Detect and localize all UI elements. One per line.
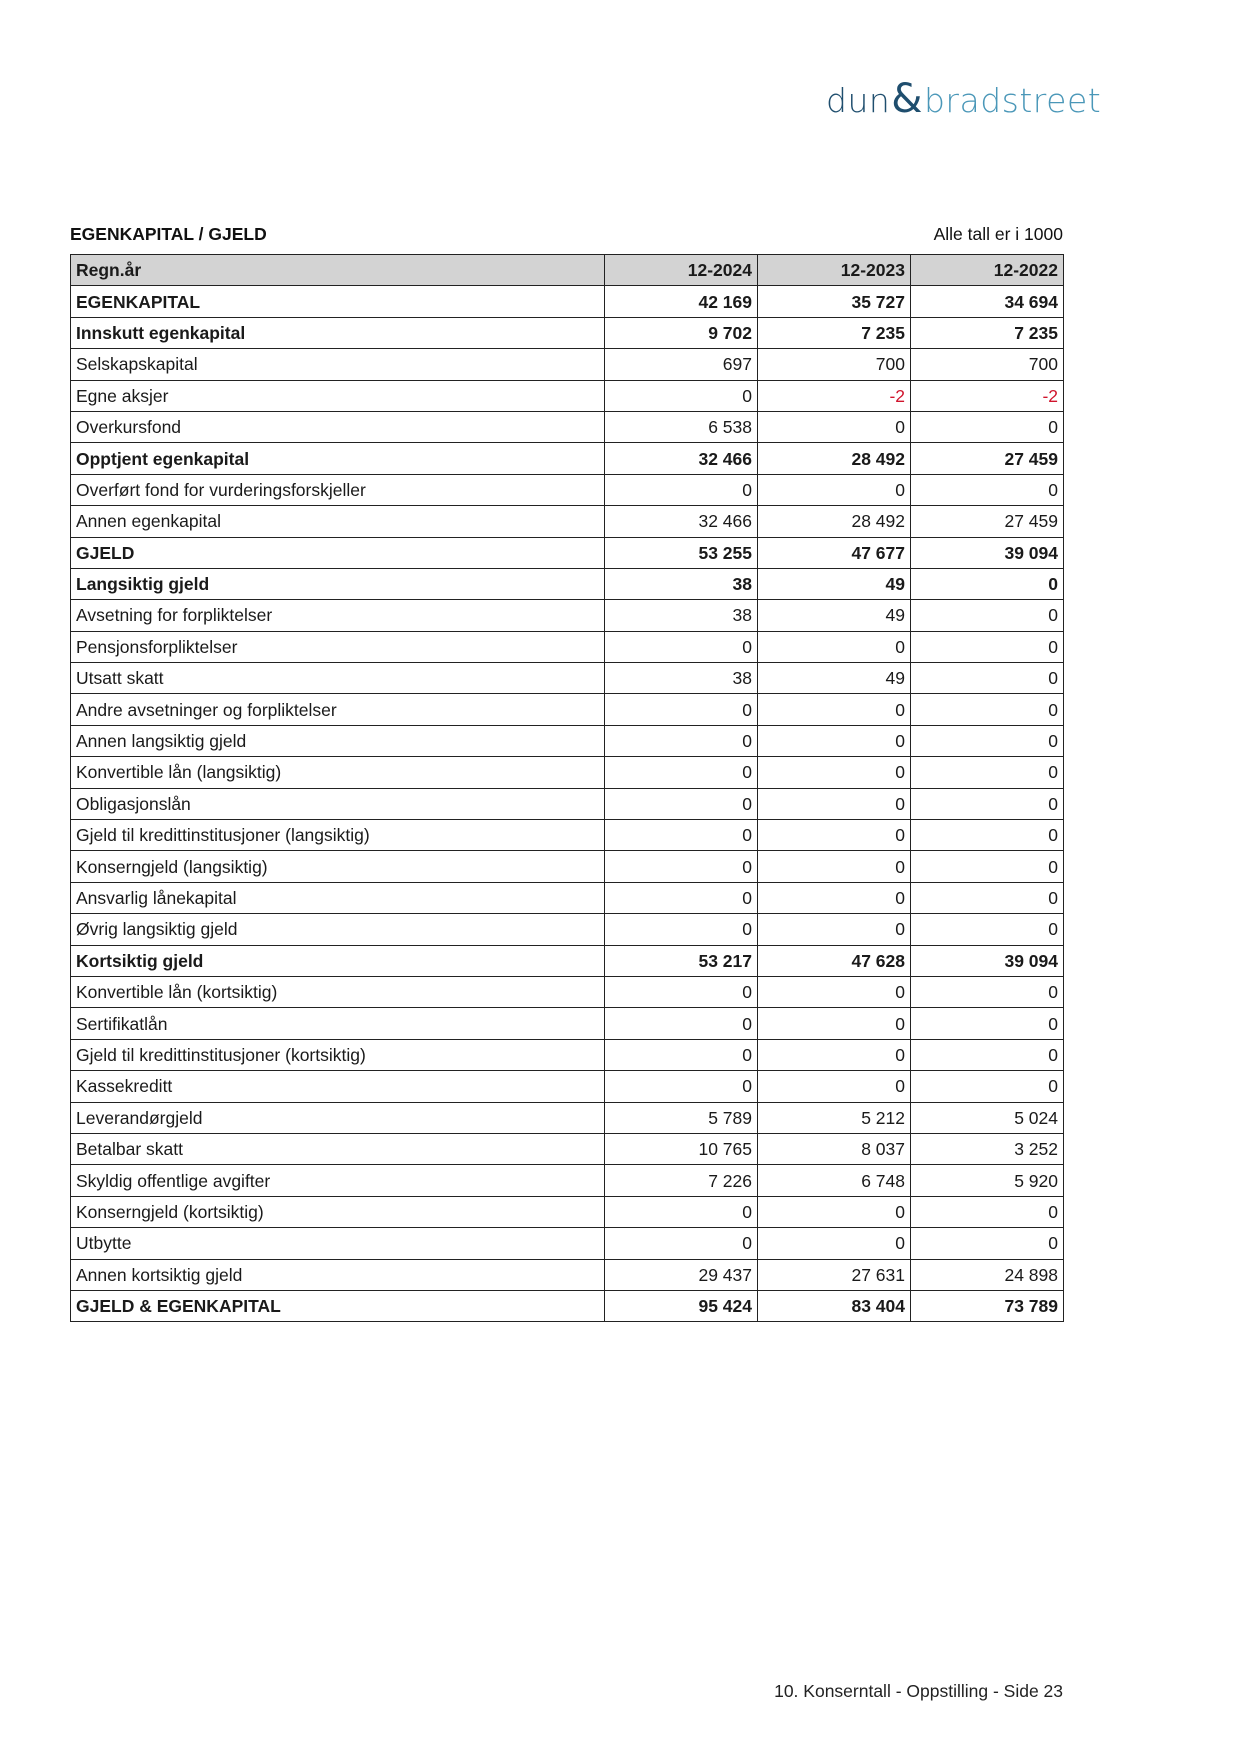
cell-value: 47 628 bbox=[758, 945, 911, 976]
cell-value: 0 bbox=[911, 663, 1064, 694]
cell-value: 0 bbox=[605, 851, 758, 882]
cell-value: 0 bbox=[758, 976, 911, 1007]
row-label: Overført fond for vurderingsforskjeller bbox=[71, 474, 605, 505]
row-label: Avsetning for forpliktelser bbox=[71, 600, 605, 631]
cell-value: 47 677 bbox=[758, 537, 911, 568]
cell-value: 7 235 bbox=[911, 317, 1064, 348]
cell-value: 42 169 bbox=[605, 286, 758, 317]
table-row bbox=[71, 537, 1064, 568]
cell-value: 3 252 bbox=[911, 1133, 1064, 1164]
cell-value: 95 424 bbox=[605, 1290, 758, 1321]
cell-value: 6 748 bbox=[758, 1165, 911, 1196]
cell-value: 6 538 bbox=[605, 411, 758, 442]
row-label: Konserngjeld (langsiktig) bbox=[71, 851, 605, 882]
cell-value: 700 bbox=[911, 349, 1064, 380]
cell-value: 0 bbox=[911, 694, 1064, 725]
table-row bbox=[71, 1196, 1064, 1227]
cell-value: 0 bbox=[758, 631, 911, 662]
table-row bbox=[71, 380, 1064, 411]
cell-value: 0 bbox=[911, 851, 1064, 882]
cell-value: 32 466 bbox=[605, 506, 758, 537]
balance-sheet-table bbox=[70, 254, 1064, 1322]
table-body bbox=[71, 286, 1064, 1322]
cell-value: 7 235 bbox=[758, 317, 911, 348]
dun-bradstreet-logo bbox=[826, 76, 1101, 126]
table-row bbox=[71, 1102, 1064, 1133]
table-row bbox=[71, 506, 1064, 537]
table-row bbox=[71, 411, 1064, 442]
cell-value: 0 bbox=[911, 1071, 1064, 1102]
table-row bbox=[71, 1133, 1064, 1164]
table-row bbox=[71, 1165, 1064, 1196]
table-row bbox=[71, 1008, 1064, 1039]
cell-value: 27 459 bbox=[911, 506, 1064, 537]
cell-value: 34 694 bbox=[911, 286, 1064, 317]
cell-value: 0 bbox=[605, 882, 758, 913]
units-note: Alle tall er i 1000 bbox=[933, 224, 1063, 244]
row-label: Utsatt skatt bbox=[71, 663, 605, 694]
table-row bbox=[71, 631, 1064, 662]
row-label: Egne aksjer bbox=[71, 380, 605, 411]
table-row bbox=[71, 1259, 1064, 1290]
table-row bbox=[71, 945, 1064, 976]
cell-value: 27 631 bbox=[758, 1259, 911, 1290]
row-label: Ansvarlig lånekapital bbox=[71, 882, 605, 913]
cell-value: 0 bbox=[605, 380, 758, 411]
row-label: Kassekreditt bbox=[71, 1071, 605, 1102]
cell-value: 0 bbox=[911, 976, 1064, 1007]
table-row bbox=[71, 286, 1064, 317]
cell-value: 700 bbox=[758, 349, 911, 380]
row-label: Konserngjeld (kortsiktig) bbox=[71, 1196, 605, 1227]
table-row bbox=[71, 882, 1064, 913]
cell-value: 0 bbox=[758, 694, 911, 725]
table-header-row bbox=[71, 255, 1064, 286]
cell-value: 0 bbox=[758, 1071, 911, 1102]
column-header-2024: 12-2024 bbox=[605, 255, 758, 286]
cell-value: 5 212 bbox=[758, 1102, 911, 1133]
table-row bbox=[71, 1039, 1064, 1070]
cell-value: 0 bbox=[758, 474, 911, 505]
cell-value: 39 094 bbox=[911, 537, 1064, 568]
page-footer: 10. Konserntall - Oppstilling - Side 23 bbox=[774, 1681, 1063, 1701]
cell-value: 49 bbox=[758, 568, 911, 599]
table-row bbox=[71, 1290, 1064, 1321]
cell-value: 35 727 bbox=[758, 286, 911, 317]
cell-value: 0 bbox=[758, 411, 911, 442]
cell-value: 0 bbox=[605, 976, 758, 1007]
cell-value: 0 bbox=[605, 1196, 758, 1227]
cell-value: 0 bbox=[605, 788, 758, 819]
row-label: Overkursfond bbox=[71, 411, 605, 442]
row-label: GJELD & EGENKAPITAL bbox=[71, 1290, 605, 1321]
cell-value: 38 bbox=[605, 600, 758, 631]
table-row bbox=[71, 694, 1064, 725]
cell-value: 0 bbox=[911, 600, 1064, 631]
cell-value: 27 459 bbox=[911, 443, 1064, 474]
cell-value: 7 226 bbox=[605, 1165, 758, 1196]
cell-value: 0 bbox=[605, 694, 758, 725]
cell-value: 0 bbox=[911, 474, 1064, 505]
cell-value: 39 094 bbox=[911, 945, 1064, 976]
cell-value: 0 bbox=[911, 1008, 1064, 1039]
cell-value: 0 bbox=[758, 914, 911, 945]
row-label: Andre avsetninger og forpliktelser bbox=[71, 694, 605, 725]
cell-value: 5 920 bbox=[911, 1165, 1064, 1196]
cell-value: 0 bbox=[605, 1071, 758, 1102]
logo-text-bradstreet: bradstreet bbox=[923, 81, 1102, 120]
row-label: Gjeld til kredittinstitusjoner (langsiktig) bbox=[71, 820, 605, 851]
cell-value: 0 bbox=[758, 1008, 911, 1039]
cell-value: 0 bbox=[911, 757, 1064, 788]
cell-value: 0 bbox=[758, 757, 911, 788]
cell-value: 0 bbox=[605, 820, 758, 851]
table-row bbox=[71, 725, 1064, 756]
cell-value: 28 492 bbox=[758, 443, 911, 474]
table-row bbox=[71, 474, 1064, 505]
row-label: Konvertible lån (kortsiktig) bbox=[71, 976, 605, 1007]
row-label: Selskapskapital bbox=[71, 349, 605, 380]
table-row bbox=[71, 349, 1064, 380]
cell-value: 0 bbox=[605, 757, 758, 788]
cell-value: 8 037 bbox=[758, 1133, 911, 1164]
cell-value: 29 437 bbox=[605, 1259, 758, 1290]
cell-value: 0 bbox=[911, 725, 1064, 756]
row-label: Konvertible lån (langsiktig) bbox=[71, 757, 605, 788]
logo-ampersand-icon: & bbox=[891, 76, 923, 122]
cell-value: 0 bbox=[758, 1196, 911, 1227]
row-label: EGENKAPITAL bbox=[71, 286, 605, 317]
cell-value: 10 765 bbox=[605, 1133, 758, 1164]
cell-value: 0 bbox=[605, 631, 758, 662]
row-label: Skyldig offentlige avgifter bbox=[71, 1165, 605, 1196]
row-label: Leverandørgjeld bbox=[71, 1102, 605, 1133]
table-row bbox=[71, 757, 1064, 788]
cell-value: 24 898 bbox=[911, 1259, 1064, 1290]
column-header-2022: 12-2022 bbox=[911, 255, 1064, 286]
cell-value: 32 466 bbox=[605, 443, 758, 474]
section-title: EGENKAPITAL / GJELD bbox=[70, 224, 267, 244]
cell-value: -2 bbox=[911, 380, 1064, 411]
table-row bbox=[71, 600, 1064, 631]
table-row bbox=[71, 663, 1064, 694]
row-label: Annen langsiktig gjeld bbox=[71, 725, 605, 756]
cell-value: 0 bbox=[911, 1039, 1064, 1070]
row-label: Gjeld til kredittinstitusjoner (kortsiktig) bbox=[71, 1039, 605, 1070]
row-label: Annen egenkapital bbox=[71, 506, 605, 537]
table-row bbox=[71, 317, 1064, 348]
cell-value: 0 bbox=[605, 1039, 758, 1070]
table-row bbox=[71, 1071, 1064, 1102]
cell-value: 49 bbox=[758, 663, 911, 694]
table-row bbox=[71, 443, 1064, 474]
cell-value: 0 bbox=[911, 1228, 1064, 1259]
cell-value: 0 bbox=[758, 820, 911, 851]
row-label: Betalbar skatt bbox=[71, 1133, 605, 1164]
cell-value: 53 217 bbox=[605, 945, 758, 976]
table-row bbox=[71, 820, 1064, 851]
cell-value: 0 bbox=[758, 788, 911, 819]
cell-value: 0 bbox=[911, 882, 1064, 913]
column-header-label: Regn.år bbox=[71, 255, 605, 286]
cell-value: 0 bbox=[605, 914, 758, 945]
cell-value: 0 bbox=[911, 631, 1064, 662]
cell-value: 0 bbox=[911, 411, 1064, 442]
table-row bbox=[71, 976, 1064, 1007]
row-label: Obligasjonslån bbox=[71, 788, 605, 819]
cell-value: 0 bbox=[758, 1039, 911, 1070]
row-label: Annen kortsiktig gjeld bbox=[71, 1259, 605, 1290]
table-row bbox=[71, 1228, 1064, 1259]
cell-value: 0 bbox=[605, 725, 758, 756]
cell-value: 0 bbox=[911, 820, 1064, 851]
row-label: Opptjent egenkapital bbox=[71, 443, 605, 474]
cell-value: 9 702 bbox=[605, 317, 758, 348]
row-label: GJELD bbox=[71, 537, 605, 568]
row-label: Sertifikatlån bbox=[71, 1008, 605, 1039]
cell-value: 0 bbox=[605, 1008, 758, 1039]
cell-value: 0 bbox=[605, 474, 758, 505]
row-label: Innskutt egenkapital bbox=[71, 317, 605, 348]
row-label: Kortsiktig gjeld bbox=[71, 945, 605, 976]
cell-value: 0 bbox=[758, 725, 911, 756]
cell-value: -2 bbox=[758, 380, 911, 411]
cell-value: 0 bbox=[758, 882, 911, 913]
table-row bbox=[71, 568, 1064, 599]
cell-value: 38 bbox=[605, 663, 758, 694]
cell-value: 5 789 bbox=[605, 1102, 758, 1133]
cell-value: 0 bbox=[911, 914, 1064, 945]
cell-value: 53 255 bbox=[605, 537, 758, 568]
cell-value: 0 bbox=[758, 1228, 911, 1259]
cell-value: 0 bbox=[605, 1228, 758, 1259]
cell-value: 0 bbox=[911, 568, 1064, 599]
row-label: Øvrig langsiktig gjeld bbox=[71, 914, 605, 945]
cell-value: 0 bbox=[911, 1196, 1064, 1227]
cell-value: 5 024 bbox=[911, 1102, 1064, 1133]
cell-value: 28 492 bbox=[758, 506, 911, 537]
cell-value: 73 789 bbox=[911, 1290, 1064, 1321]
cell-value: 38 bbox=[605, 568, 758, 599]
row-label: Langsiktig gjeld bbox=[71, 568, 605, 599]
table-row bbox=[71, 788, 1064, 819]
cell-value: 83 404 bbox=[758, 1290, 911, 1321]
column-header-2023: 12-2023 bbox=[758, 255, 911, 286]
cell-value: 697 bbox=[605, 349, 758, 380]
logo-text-dun: dun bbox=[826, 81, 891, 120]
row-label: Pensjonsforpliktelser bbox=[71, 631, 605, 662]
cell-value: 49 bbox=[758, 600, 911, 631]
table-row bbox=[71, 851, 1064, 882]
table-row bbox=[71, 914, 1064, 945]
cell-value: 0 bbox=[911, 788, 1064, 819]
row-label: Utbytte bbox=[71, 1228, 605, 1259]
cell-value: 0 bbox=[758, 851, 911, 882]
